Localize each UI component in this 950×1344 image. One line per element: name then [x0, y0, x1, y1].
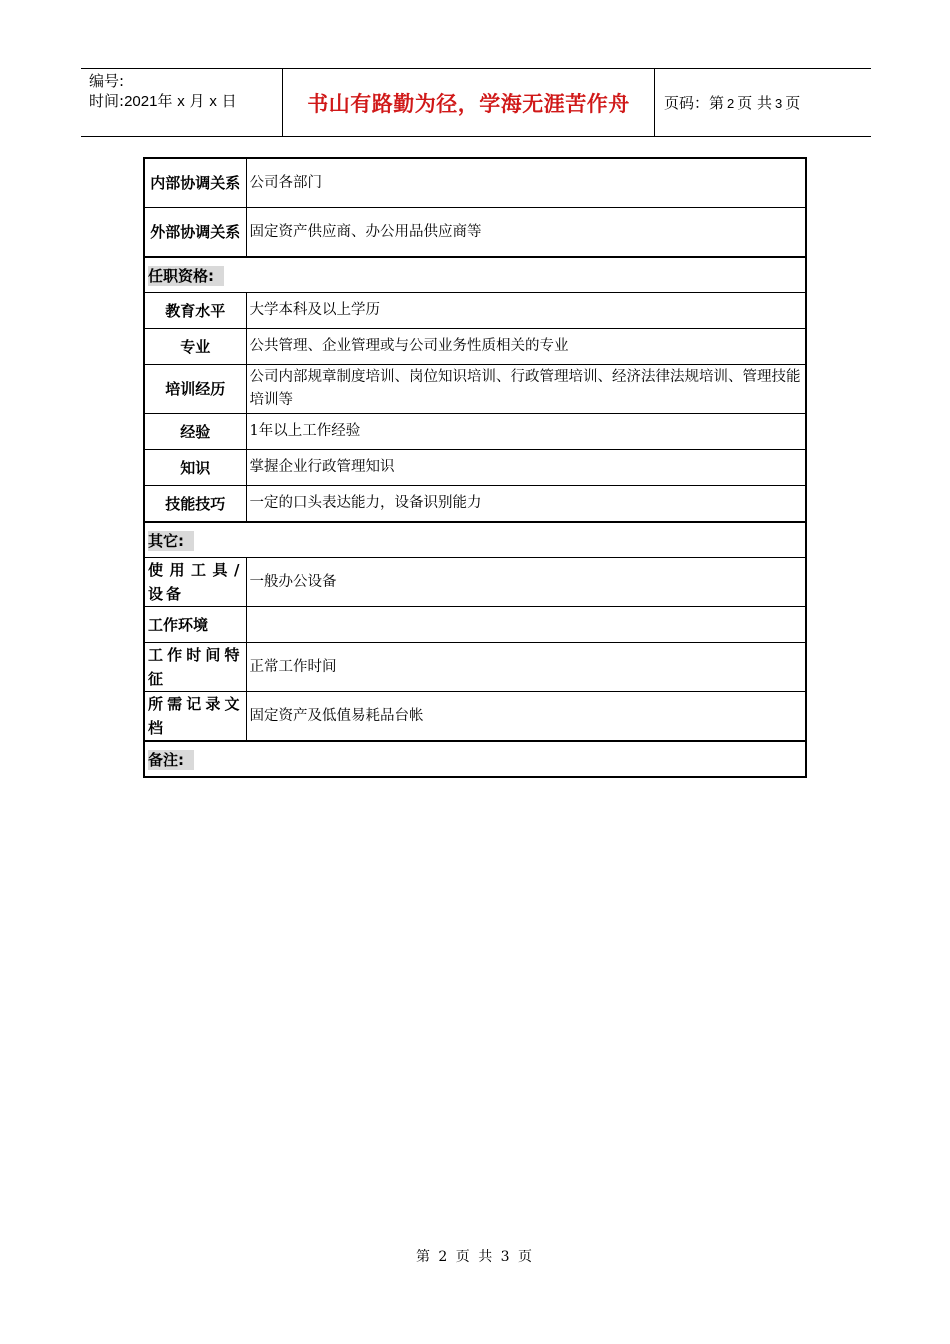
table-row — [144, 692, 806, 742]
section-title: 备注: — [148, 750, 194, 770]
table-row — [144, 329, 806, 365]
header-meta — [89, 71, 237, 112]
row-value: 一定的口头表达能力，设备识别能力 — [246, 486, 806, 523]
table-row — [144, 607, 806, 643]
header-divider — [654, 69, 655, 136]
row-label: 专业 — [144, 329, 246, 365]
date-month: x — [177, 93, 185, 110]
row-value: 掌握企业行政管理知识 — [246, 450, 806, 486]
row-value: 公司各部门 — [246, 158, 806, 208]
row-value: 大学本科及以上学历 — [246, 293, 806, 329]
row-label: 经验 — [144, 414, 246, 450]
row-value: 固定资产及低值易耗品台帐 — [246, 692, 806, 742]
section-title: 其它: — [148, 531, 194, 551]
job-spec-table — [143, 157, 807, 778]
row-label: 内部协调关系 — [144, 158, 246, 208]
row-value: 1年以上工作经验 — [246, 414, 806, 450]
page-current: 2 — [727, 96, 735, 111]
page-header — [81, 68, 871, 137]
date-month-char: 月 — [189, 92, 205, 110]
date-year: 2021 — [124, 93, 158, 110]
table-row — [144, 158, 806, 208]
date-line — [89, 91, 237, 112]
row-value: 公司内部规章制度培训、岗位知识培训、行政管理培训、经济法律法规培训、管理技能培训等 — [246, 365, 806, 414]
row-value: 固定资产供应商、办公用品供应商等 — [246, 208, 806, 258]
row-label: 工作时间特征 — [144, 643, 246, 692]
table-row — [144, 643, 806, 692]
section-header-other — [144, 522, 806, 558]
table-row — [144, 486, 806, 523]
section-title: 任职资格: — [148, 266, 224, 286]
date-year-char: 年 — [157, 92, 173, 110]
row-value — [246, 607, 806, 643]
table-row — [144, 450, 806, 486]
time-label: 时间: — [89, 92, 125, 110]
page-footer: 第 2 页 共 3 页 — [415, 1249, 535, 1265]
section-header-remark — [144, 741, 806, 777]
section-header-qualification — [144, 257, 806, 293]
table-row — [144, 558, 806, 607]
page-mid: 页 共 — [737, 94, 773, 112]
page-suffix: 页 — [785, 94, 801, 112]
row-label: 所需记录文档 — [144, 692, 246, 742]
row-label: 工作环境 — [144, 607, 246, 643]
header-motto: 书山有路勤为径，学海无涯苦作舟 — [307, 92, 630, 116]
row-label: 教育水平 — [144, 293, 246, 329]
page-total: 3 — [775, 96, 783, 111]
table-row — [144, 365, 806, 414]
row-label: 外部协调关系 — [144, 208, 246, 258]
date-day-char: 日 — [221, 92, 237, 110]
date-day: x — [209, 93, 217, 110]
row-label: 培训经历 — [144, 365, 246, 414]
table-row — [144, 293, 806, 329]
row-label: 知识 — [144, 450, 246, 486]
row-label: 技能技巧 — [144, 486, 246, 523]
row-label: 使用工具/设备 — [144, 558, 246, 607]
row-value: 正常工作时间 — [246, 643, 806, 692]
page-prefix: 页码：第 — [664, 94, 725, 112]
table-row — [144, 208, 806, 258]
header-page-number — [664, 92, 800, 113]
serial-label: 编号: — [89, 72, 125, 90]
row-value: 公共管理、企业管理或与公司业务性质相关的专业 — [246, 329, 806, 365]
table-row — [144, 414, 806, 450]
row-value: 一般办公设备 — [246, 558, 806, 607]
